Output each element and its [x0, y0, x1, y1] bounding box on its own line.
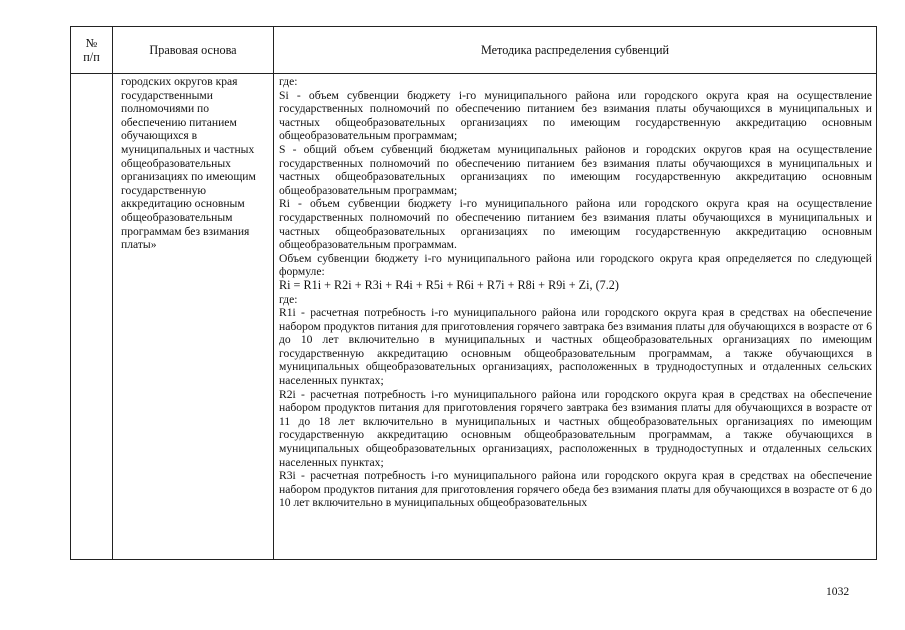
- header-number-line1: №: [85, 36, 98, 50]
- where-label-2: где:: [279, 292, 298, 306]
- document-table-container: [70, 26, 876, 560]
- table-header-row: [71, 27, 877, 74]
- definition-si: Si - объем субвенции бюджету i-го муниципального района или городского округа края на осуществление государственных полномочий по обеспечению питанием без взимания платы обучающихся в муниципальных и частных общеобразовательных организациях по имеющим государственную аккредитацию основным общеобразовательным программам;: [279, 88, 872, 143]
- definition-ri: Ri - объем субвенции бюджету i-го муниципального района или городского округа края на осуществление государственных полномочий по обеспечению питанием без взимания платы обучающихся в муниципальных и частных общеобразовательных организациях по имеющим государственную аккредитацию основным общеобразовательным программам.: [279, 197, 872, 252]
- cell-legal-basis: городских округов края государственными полномочиями по обеспечению питанием обучающихся в муниципальных и частных общеобразовательных организациях по имеющим государственную аккредитацию основным общеобразовательным программам без взимания платы»: [113, 74, 274, 560]
- definition-r1i: R1i - расчетная потребность i-го муниципального района или городского округа края в средствах на обеспечение набором продуктов питания для приготовления горячего завтрака без взимания платы для обучающихся в возрасте от 6 до 10 лет включительно в муниципальных и частных общеобразовательных организациях по имеющим государственную аккредитацию основным общеобразовательным программам, а также обучающихся в муниципальных общеобразовательных организациях, расположенных в труднодоступных и отдаленных сельских населенных пунктах;: [279, 306, 872, 388]
- where-label: где:: [279, 75, 298, 88]
- definition-r3i: R3i - расчетная потребность i-го муниципального района или городского округа края в средствах на обеспечение набором продуктов питания для приготовления горячего обеда без взимания платы для обучающихся в возрасте от 6 до 10 лет включительно в муниципальных общеобразовательных: [279, 469, 872, 510]
- formula: Ri = R1i + R2i + R3i + R4i + R5i + R6i + R7i + R8i + R9i + Zi, (7.2): [279, 277, 619, 292]
- header-number-line2: п/п: [83, 50, 100, 64]
- definition-r2i: R2i - расчетная потребность i-го муниципального района или городского округа края в средствах на обеспечение набором продуктов питания для приготовления горячего завтрака без взимания платы для обучающихся в возрасте от 11 до 18 лет включительно в муниципальных и частных общеобразовательных организациях по имеющим государственную аккредитацию основным общеобразовательным программам, а также обучающихся в муниципальных общеобразовательных организациях, расположенных в труднодоступных и отдаленных сельских населенных пунктах;: [279, 387, 872, 469]
- formula-intro: Объем субвенции бюджету i-го муниципального района или городского округа края определяется по следующей формуле:: [279, 251, 872, 279]
- table-row: [71, 74, 877, 560]
- cell-number: [71, 74, 113, 560]
- subsidy-table: [70, 26, 877, 560]
- header-number: [71, 27, 113, 74]
- cell-methodology: [274, 74, 877, 560]
- page-number: 1032: [826, 585, 850, 598]
- definition-s: S - общий объем субвенций бюджетам муниципальных районов и городских округов края на осуществление государственных полномочий по обеспечению питанием без взимания платы обучающихся в муниципальных и частных общеобразовательных организациях по имеющим государственную аккредитацию основным общеобразовательным программам;: [279, 142, 872, 197]
- header-methodology: Методика распределения субвенций: [274, 27, 877, 74]
- header-legal-basis: Правовая основа: [113, 27, 274, 74]
